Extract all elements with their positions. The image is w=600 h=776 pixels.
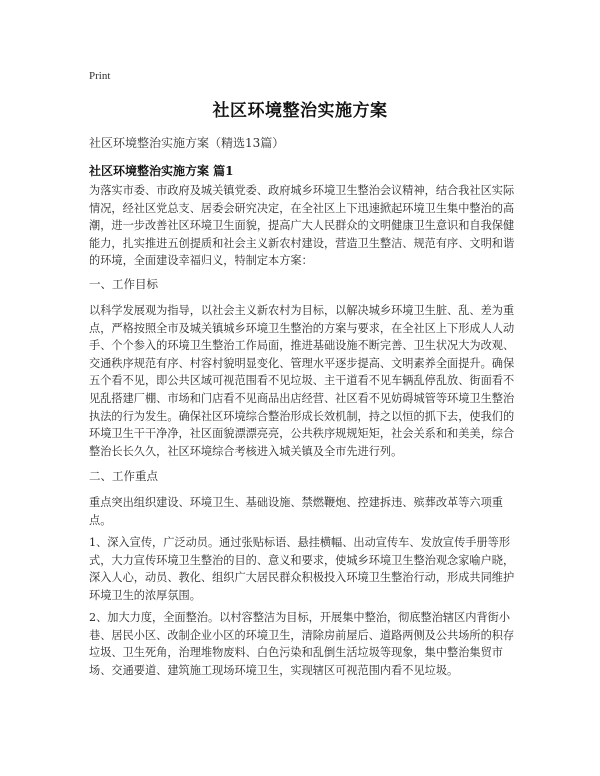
- section-heading: 社区环境整治实施方案 篇1: [89, 164, 234, 178]
- print-link[interactable]: Print: [89, 70, 111, 82]
- paragraph-intro: 为落实市委、市政府及城关镇党委、政府城乡环境卫生整治会议精神，结合我社区实际情况，经社区党总支、居委会研究决定，在全社区上下迅速掀起环境卫生集中整治的高潮，进一步改善社区环境卫生面貌，提高广大人民群众的文明健康卫生意识和自我保健能力，扎实推进五创提质和社会主义新农村建设，营造卫生整洁、规范有序、文明和谐的环境，全面建设幸福归义，特制定本方案：: [89, 184, 515, 268]
- paragraph-work-goal: 以科学发展观为指导，以社会主义新农村为目标，以解决城乡环境卫生脏、乱、差为重点，严格按照全市及城关镇城乡环境卫生整治的方案与要求，在全社区上下形成人人动手、个个参入的环境卫生整治工作局面，推进基础设施不断完善、卫生状况大为改观、交通秩序规范有序、村容村貌明显变化、管理水平逐步提高、文明素养全面提升。确保五个看不见，即公共区域可视范围看不见垃圾、主干道看不见车辆乱停乱放、街面看不见乱搭建厂棚、市场和门店看不见商品出店经营、社区看不见妨碍城管等环境卫生整治执法的行为发生。确保社区环境综合整治形成长效机制，持之以恒的抓下去，使我们的环境卫生干干净净，社区面貌漂漂亮亮，公共秩序规规矩矩，社会关系和和美美，综合整治长长久久，社区环境综合考核进入城关镇及全市先进行列。: [89, 304, 515, 458]
- paragraph-item-2: 2、加大力度，全面整治。以村容整洁为目标，开展集中整治，彻底整治辖区内背街小巷、居民小区、改制企业小区的环境卫生，清除房前屋后、道路两侧及公共场所的积存垃圾、卫生死角，治理堆物废料、白色污染和乱倒生活垃圾等现象，集中整治集贸市场、交通要道、建筑施工现场环境卫生，实现辖区可视范围内看不见垃圾。: [89, 611, 515, 677]
- heading-work-goal: 一、工作目标: [89, 277, 158, 291]
- paragraph-work-focus: 重点突出组织建设、环境卫生、基础设施、禁燃鞭炮、控建拆违、殡葬改革等六项重点。: [89, 496, 503, 527]
- document-subtitle: 社区环境整治实施方案（精选13篇）: [89, 136, 285, 150]
- heading-work-focus: 二、工作重点: [89, 469, 158, 483]
- paragraph-item-1: 1、深入宣传，广泛动员。通过张贴标语、悬挂横幅、出动宣传车、发放宣传手册等形式，大力宣传环境卫生整治的目的、意义和要求，使城乡环境卫生整治观念家喻户晓，深入人心，动员、教化、组织广大居民群众积极投入环境卫生整治行动，形成共同维护环境卫生的浓厚氛围。: [89, 536, 515, 602]
- document-title: 社区环境整治实施方案: [212, 101, 388, 121]
